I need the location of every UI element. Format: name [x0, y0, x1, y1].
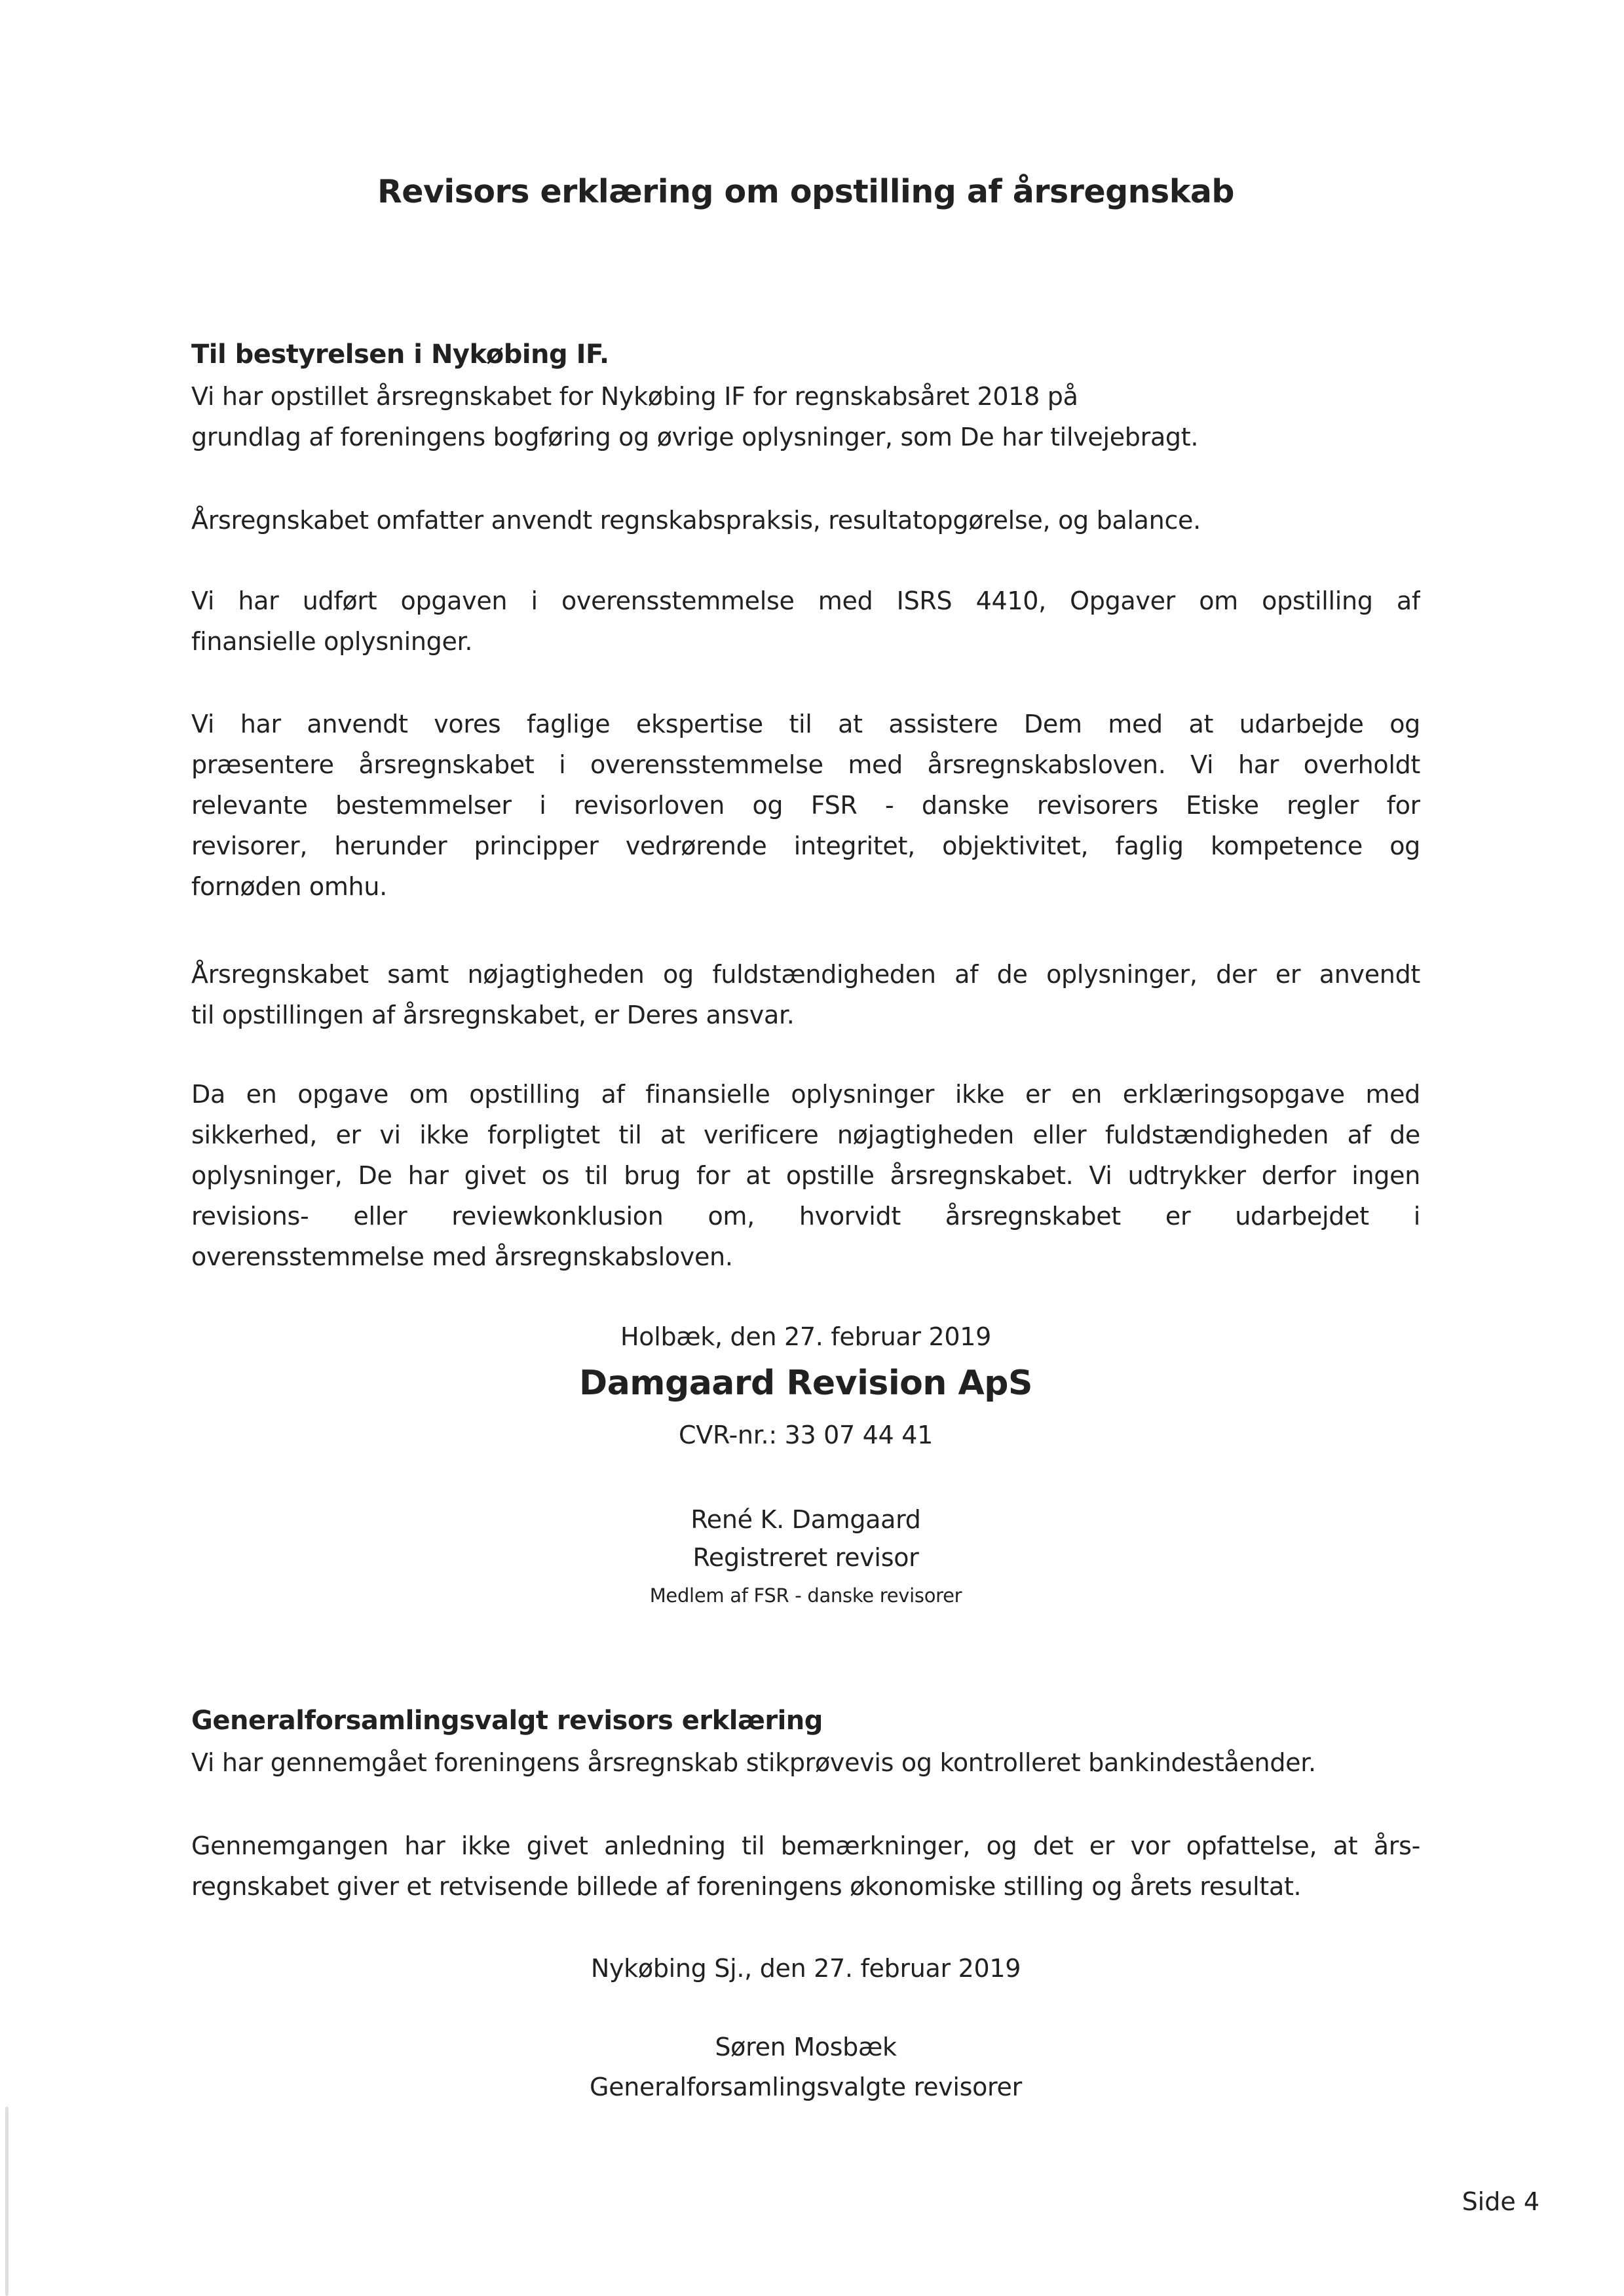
- paragraph-opstillet: [191, 376, 1420, 457]
- paragraph-line: revisorer, herunder principper vedrørende integritet, objektivitet, faglig kompetence og: [191, 832, 1420, 860]
- signature-place-date-elected: Nykøbing Sj., den 27. februar 2019: [590, 1954, 1021, 1983]
- paragraph-line: overensstemmelse med årsregnskabsloven.: [191, 1242, 733, 1271]
- paragraph-line: præsentere årsregnskabet i overensstemmelse med årsregnskabsloven. Vi har overholdt: [191, 750, 1420, 779]
- membership-note: Medlem af FSR - danske revisorer: [649, 1584, 962, 1607]
- section-heading-elected-auditor: Generalforsamlingsvalgt revisors erklæring: [191, 1706, 823, 1736]
- paragraph-line: relevante bestemmelser i revisorloven og FSR - danske revisorers Etiske regler for: [191, 791, 1420, 820]
- scan-edge-artifact: [5, 2107, 9, 2296]
- paragraph-line: grundlag af foreningens bogføring og øvrige oplysninger, som De har tilvejebragt.: [191, 423, 1199, 451]
- paragraph-line: Vi har anvendt vores faglige ekspertise til at assistere Dem med at udarbejde og: [191, 710, 1420, 738]
- paragraph-line: fornøden omhu.: [191, 872, 387, 901]
- signer-role-auditor: Registreret revisor: [692, 1543, 919, 1572]
- page-title: Revisors erklæring om opstilling af årsregnskab: [377, 173, 1234, 210]
- signer-role-elected: Generalforsamlingsvalgte revisorer: [590, 2073, 1022, 2101]
- paragraph-line: Årsregnskabet omfatter anvendt regnskabspraksis, resultatopgørelse, og balance.: [191, 506, 1201, 535]
- paragraph-erklaeringsopgave: [191, 1074, 1420, 1277]
- paragraph-ekspertise: [191, 704, 1420, 907]
- paragraph-gennemgangen: [191, 1826, 1420, 1907]
- paragraph-line: regnskabet giver et retvisende billede af foreningens økonomiske stilling og årets resultat.: [191, 1872, 1302, 1901]
- paragraph-line: Vi har udført opgaven i overensstemmelse med ISRS 4410, Opgaver om opstilling af: [191, 586, 1420, 615]
- paragraph-line: sikkerhed, er vi ikke forpligtet til at verificere nøjagtigheden eller fuldstændigheden af de: [191, 1120, 1420, 1149]
- paragraph-omfatter: [191, 500, 1420, 541]
- page-number: Side 4: [1462, 2187, 1539, 2216]
- signer-name-auditor: René K. Damgaard: [690, 1505, 921, 1534]
- signer-name-elected: Søren Mosbæk: [715, 2033, 897, 2061]
- paragraph-line: oplysninger, De har givet os til brug for at opstille årsregnskabet. Vi udtrykker derfor ingen: [191, 1161, 1420, 1190]
- paragraph-line: finansielle oplysninger.: [191, 627, 473, 656]
- paragraph-line: til opstillingen af årsregnskabet, er Deres ansvar.: [191, 1001, 795, 1029]
- paragraph-line: Da en opgave om opstilling af finansielle oplysninger ikke er en erklæringsopgave med: [191, 1080, 1420, 1109]
- paragraph-gennemgaaet: [191, 1742, 1420, 1783]
- paragraph-line: Vi har opstillet årsregnskabet for Nykøbing IF for regnskabsåret 2018 på: [191, 382, 1078, 411]
- paragraph-isrs: [191, 581, 1420, 662]
- paragraph-ansvar: [191, 954, 1420, 1035]
- section-heading-to-board: Til bestyrelsen i Nykøbing IF.: [191, 339, 609, 370]
- signature-company-name: Damgaard Revision ApS: [579, 1364, 1032, 1403]
- paragraph-line: Årsregnskabet samt nøjagtigheden og fuldstændigheden af de oplysninger, der er anvendt: [191, 960, 1420, 989]
- paragraph-line: Gennemgangen har ikke givet anledning til bemærkninger, og det er vor opfattelse, at års-: [191, 1831, 1420, 1860]
- paragraph-line: Vi har gennemgået foreningens årsregnskab stikprøvevis og kontrolleret bankindeståender.: [191, 1748, 1316, 1777]
- paragraph-line: revisions- eller reviewkonklusion om, hvorvidt årsregnskabet er udarbejdet i: [191, 1202, 1420, 1231]
- signature-cvr: CVR-nr.: 33 07 44 41: [679, 1421, 933, 1449]
- signature-place-date-auditor: Holbæk, den 27. februar 2019: [620, 1322, 992, 1351]
